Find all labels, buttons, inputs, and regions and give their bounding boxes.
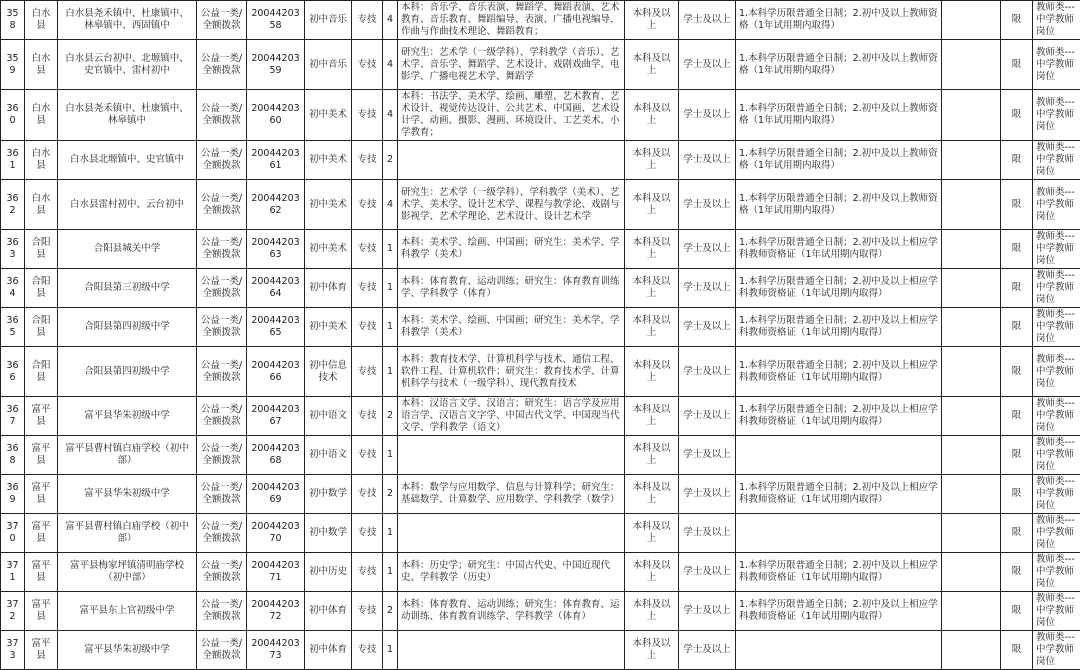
degree-cell: 学士及以上 xyxy=(679,90,736,141)
headcount-cell: 1 xyxy=(383,347,398,397)
category-cell: 公益一类/全额拨款 xyxy=(197,230,247,269)
blank-cell xyxy=(942,553,1001,592)
headcount-cell: 1 xyxy=(383,436,398,475)
post-type-cell: 专技 xyxy=(352,269,383,308)
major-cell: 本科：体育教育、运动训练；研究生：体育教育训练学、学科教学（体育） xyxy=(398,269,625,308)
headcount-cell: 1 xyxy=(383,514,398,553)
table-row xyxy=(1,40,1080,90)
position-code-cell: 2004420366 xyxy=(247,347,305,397)
post-name-cell: 初中语文 xyxy=(305,436,352,475)
county-cell: 合阳县 xyxy=(25,308,58,347)
school-cell: 白水县尧禾镇中、杜康镇中、林皋镇中 xyxy=(58,90,197,141)
other-requirements-cell xyxy=(736,436,942,475)
county-cell: 富平县 xyxy=(25,553,58,592)
row-number: 361 xyxy=(1,141,25,180)
job-category-cell: 教师类---中学教师岗位 xyxy=(1033,90,1080,141)
blank-cell xyxy=(942,40,1001,90)
job-category-cell: 教师类---中学教师岗位 xyxy=(1033,592,1080,631)
table-row xyxy=(1,141,1080,180)
table-row xyxy=(1,592,1080,631)
category-cell: 公益一类/全额拨款 xyxy=(197,141,247,180)
position-code-cell: 2004420372 xyxy=(247,592,305,631)
headcount-cell: 1 xyxy=(383,308,398,347)
degree-cell: 学士及以上 xyxy=(679,553,736,592)
major-cell: 本科：体育教育、运动训练；研究生：体育教育、运动训练、体育教育训练学、学科教学（体育） xyxy=(398,592,625,631)
degree-cell: 学士及以上 xyxy=(679,40,736,90)
school-cell: 富平县华朱初级中学 xyxy=(58,475,197,514)
education-cell: 本科及以上 xyxy=(625,230,679,269)
post-type-cell: 专技 xyxy=(352,230,383,269)
blank-cell xyxy=(942,436,1001,475)
limit-cell: 限 xyxy=(1001,553,1033,592)
post-name-cell: 初中美术 xyxy=(305,180,352,230)
table-row xyxy=(1,308,1080,347)
row-number: 370 xyxy=(1,514,25,553)
school-cell: 富平县曹村镇白庙学校（初中部） xyxy=(58,436,197,475)
degree-cell: 学士及以上 xyxy=(679,436,736,475)
table-row xyxy=(1,230,1080,269)
limit-cell: 限 xyxy=(1001,514,1033,553)
category-cell: 公益一类/全额拨款 xyxy=(197,90,247,141)
category-cell: 公益一类/全额拨款 xyxy=(197,475,247,514)
post-type-cell: 专技 xyxy=(352,180,383,230)
school-cell: 合阳县第四初级中学 xyxy=(58,308,197,347)
post-type-cell: 专技 xyxy=(352,514,383,553)
blank-cell xyxy=(942,592,1001,631)
education-cell: 本科及以上 xyxy=(625,90,679,141)
category-cell: 公益一类/全额拨款 xyxy=(197,269,247,308)
headcount-cell: 1 xyxy=(383,269,398,308)
row-number: 367 xyxy=(1,397,25,436)
category-cell: 公益一类/全额拨款 xyxy=(197,592,247,631)
post-name-cell: 初中美术 xyxy=(305,308,352,347)
education-cell: 本科及以上 xyxy=(625,40,679,90)
school-cell: 白水县云台初中、北塬镇中、史官镇中、雷村初中 xyxy=(58,40,197,90)
limit-cell: 限 xyxy=(1001,180,1033,230)
table-row xyxy=(1,180,1080,230)
blank-cell xyxy=(942,397,1001,436)
degree-cell: 学士及以上 xyxy=(679,475,736,514)
other-requirements-cell: 1.本科学历限普通全日制；2.初中及以上教师资格（1年试用期内取得） xyxy=(736,1,942,40)
headcount-cell: 4 xyxy=(383,1,398,40)
job-category-cell: 教师类---中学教师岗位 xyxy=(1033,347,1080,397)
major-cell: 本科：书法学、美术学、绘画、雕塑、艺术教育、艺术设计、视觉传达设计、公共艺术、中国画、艺术设计学、动画、摄影、漫画、环境设计、工艺美术、小学教育； xyxy=(398,90,625,141)
major-cell xyxy=(398,631,625,670)
limit-cell: 限 xyxy=(1001,40,1033,90)
post-name-cell: 初中数学 xyxy=(305,514,352,553)
position-code-cell: 2004420364 xyxy=(247,269,305,308)
position-code-cell: 2004420361 xyxy=(247,141,305,180)
major-cell xyxy=(398,436,625,475)
category-cell: 公益一类/全额拨款 xyxy=(197,436,247,475)
degree-cell: 学士及以上 xyxy=(679,592,736,631)
position-code-cell: 2004420363 xyxy=(247,230,305,269)
limit-cell: 限 xyxy=(1001,90,1033,141)
post-name-cell: 初中数学 xyxy=(305,475,352,514)
other-requirements-cell: 1.本科学历限普通全日制；2.初中及以上教师资格（1年试用期内取得） xyxy=(736,180,942,230)
school-cell: 富平县华朱初级中学 xyxy=(58,631,197,670)
headcount-cell: 1 xyxy=(383,631,398,670)
table-row xyxy=(1,1,1080,40)
headcount-cell: 4 xyxy=(383,90,398,141)
job-category-cell: 教师类---中学教师岗位 xyxy=(1033,436,1080,475)
category-cell: 公益一类/全额拨款 xyxy=(197,514,247,553)
post-name-cell: 初中美术 xyxy=(305,141,352,180)
table-row xyxy=(1,631,1080,670)
table-row xyxy=(1,90,1080,141)
county-cell: 富平县 xyxy=(25,397,58,436)
limit-cell: 限 xyxy=(1001,269,1033,308)
post-name-cell: 初中语文 xyxy=(305,397,352,436)
limit-cell: 限 xyxy=(1001,308,1033,347)
category-cell: 公益一类/全额拨款 xyxy=(197,347,247,397)
job-category-cell: 教师类---中学教师岗位 xyxy=(1033,230,1080,269)
category-cell: 公益一类/全额拨款 xyxy=(197,180,247,230)
other-requirements-cell xyxy=(736,514,942,553)
limit-cell: 限 xyxy=(1001,397,1033,436)
education-cell: 本科及以上 xyxy=(625,514,679,553)
row-number: 368 xyxy=(1,436,25,475)
major-cell: 本科：汉语言文学、汉语言；研究生：语言学及应用语言学、汉语言文字学、中国古代文学、中国现当代文学、学科教学（语文） xyxy=(398,397,625,436)
education-cell: 本科及以上 xyxy=(625,631,679,670)
major-cell xyxy=(398,141,625,180)
headcount-cell: 2 xyxy=(383,475,398,514)
table-row xyxy=(1,397,1080,436)
school-cell: 白水县尧禾镇中、杜康镇中、林皋镇中、西固镇中 xyxy=(58,1,197,40)
headcount-cell: 1 xyxy=(383,553,398,592)
headcount-cell: 4 xyxy=(383,40,398,90)
major-cell: 本科：美术学、绘画、中国画；研究生：美术学、学科教学（美术） xyxy=(398,230,625,269)
degree-cell: 学士及以上 xyxy=(679,631,736,670)
school-cell: 合阳县第三初级中学 xyxy=(58,269,197,308)
degree-cell: 学士及以上 xyxy=(679,230,736,269)
row-number: 362 xyxy=(1,180,25,230)
county-cell: 合阳县 xyxy=(25,269,58,308)
category-cell: 公益一类/全额拨款 xyxy=(197,308,247,347)
position-code-cell: 2004420369 xyxy=(247,475,305,514)
table-row xyxy=(1,475,1080,514)
row-number: 366 xyxy=(1,347,25,397)
position-code-cell: 2004420358 xyxy=(247,1,305,40)
blank-cell xyxy=(942,631,1001,670)
post-name-cell: 初中美术 xyxy=(305,230,352,269)
job-category-cell: 教师类---中学教师岗位 xyxy=(1033,141,1080,180)
headcount-cell: 1 xyxy=(383,230,398,269)
post-type-cell: 专技 xyxy=(352,1,383,40)
major-cell: 研究生：艺术学（一级学科）、学科教学（音乐）、艺术学、音乐学、舞蹈学、艺术设计、戏剧戏曲学、电影学、广播电视艺术学、舞蹈学 xyxy=(398,40,625,90)
school-cell: 富平县华朱初级中学 xyxy=(58,397,197,436)
row-number: 371 xyxy=(1,553,25,592)
major-cell: 本科：教育技术学、计算机科学与技术、通信工程、软件工程、计算机软件；研究生：教育技术学、计算机科学与技术（一级学科）、现代教育技术 xyxy=(398,347,625,397)
major-cell: 本科：音乐学、音乐表演、舞蹈学、舞蹈表演、艺术教育、音乐教育、舞蹈编导、表演、广播电视编导、作曲与作曲技术理论、舞蹈教育； xyxy=(398,1,625,40)
post-type-cell: 专技 xyxy=(352,308,383,347)
blank-cell xyxy=(942,1,1001,40)
limit-cell: 限 xyxy=(1001,347,1033,397)
other-requirements-cell: 1.本科学历限普通全日制；2.初中及以上相应学科教师资格证（1年试用期内取得） xyxy=(736,553,942,592)
post-name-cell: 初中美术 xyxy=(305,90,352,141)
post-type-cell: 专技 xyxy=(352,397,383,436)
job-category-cell: 教师类---中学教师岗位 xyxy=(1033,631,1080,670)
school-cell: 白水县雷村初中、云台初中 xyxy=(58,180,197,230)
education-cell: 本科及以上 xyxy=(625,347,679,397)
category-cell: 公益一类/全额拨款 xyxy=(197,553,247,592)
school-cell: 富平县梅家坪镇清明庙学校（初中部） xyxy=(58,553,197,592)
county-cell: 白水县 xyxy=(25,180,58,230)
headcount-cell: 2 xyxy=(383,141,398,180)
other-requirements-cell: 1.本科学历限普通全日制；2.初中及以上相应学科教师资格证（1年试用期内取得） xyxy=(736,230,942,269)
blank-cell xyxy=(942,90,1001,141)
blank-cell xyxy=(942,475,1001,514)
other-requirements-cell: 1.本科学历限普通全日制；2.初中及以上教师资格（1年试用期内取得） xyxy=(736,141,942,180)
county-cell: 合阳县 xyxy=(25,347,58,397)
post-type-cell: 专技 xyxy=(352,592,383,631)
major-cell: 研究生：艺术学（一级学科）、学科教学（美术）、艺术学、美术学、设计艺术学、课程与教学论、戏剧与影视学、艺术学理论、艺术设计、设计艺术学 xyxy=(398,180,625,230)
post-type-cell: 专技 xyxy=(352,475,383,514)
blank-cell xyxy=(942,308,1001,347)
position-code-cell: 2004420365 xyxy=(247,308,305,347)
school-cell: 富平县东上官初级中学 xyxy=(58,592,197,631)
blank-cell xyxy=(942,269,1001,308)
county-cell: 白水县 xyxy=(25,40,58,90)
job-category-cell: 教师类---中学教师岗位 xyxy=(1033,180,1080,230)
post-name-cell: 初中历史 xyxy=(305,553,352,592)
degree-cell: 学士及以上 xyxy=(679,180,736,230)
position-code-cell: 2004420362 xyxy=(247,180,305,230)
row-number: 372 xyxy=(1,592,25,631)
other-requirements-cell: 1.本科学历限普通全日制；2.初中及以上教师资格（1年试用期内取得） xyxy=(736,40,942,90)
county-cell: 富平县 xyxy=(25,592,58,631)
education-cell: 本科及以上 xyxy=(625,308,679,347)
category-cell: 公益一类/全额拨款 xyxy=(197,40,247,90)
limit-cell: 限 xyxy=(1001,631,1033,670)
school-cell: 合阳县城关中学 xyxy=(58,230,197,269)
other-requirements-cell: 1.本科学历限普通全日制；2.初中及以上相应学科教师资格证（1年试用期内取得） xyxy=(736,308,942,347)
education-cell: 本科及以上 xyxy=(625,592,679,631)
row-number: 364 xyxy=(1,269,25,308)
position-code-cell: 2004420371 xyxy=(247,553,305,592)
row-number: 369 xyxy=(1,475,25,514)
other-requirements-cell: 1.本科学历限普通全日制；2.初中及以上相应学科教师资格证（1年试用期内取得） xyxy=(736,347,942,397)
degree-cell: 学士及以上 xyxy=(679,269,736,308)
post-name-cell: 初中体育 xyxy=(305,631,352,670)
post-type-cell: 专技 xyxy=(352,90,383,141)
education-cell: 本科及以上 xyxy=(625,553,679,592)
limit-cell: 限 xyxy=(1001,475,1033,514)
education-cell: 本科及以上 xyxy=(625,475,679,514)
job-category-cell: 教师类---中学教师岗位 xyxy=(1033,269,1080,308)
degree-cell: 学士及以上 xyxy=(679,347,736,397)
row-number: 373 xyxy=(1,631,25,670)
major-cell xyxy=(398,514,625,553)
other-requirements-cell: 1.本科学历限普通全日制；2.初中及以上相应学科教师资格证（1年试用期内取得） xyxy=(736,269,942,308)
table-row xyxy=(1,553,1080,592)
blank-cell xyxy=(942,230,1001,269)
job-category-cell: 教师类---中学教师岗位 xyxy=(1033,475,1080,514)
post-name-cell: 初中体育 xyxy=(305,592,352,631)
row-number: 360 xyxy=(1,90,25,141)
limit-cell: 限 xyxy=(1001,592,1033,631)
other-requirements-cell: 1.本科学历限普通全日制；2.初中及以上教师资格（1年试用期内取得） xyxy=(736,90,942,141)
other-requirements-cell: 1.本科学历限普通全日制；2.初中及以上相应学科教师资格证（1年试用期内取得） xyxy=(736,475,942,514)
post-name-cell: 初中信息技术 xyxy=(305,347,352,397)
row-number: 358 xyxy=(1,1,25,40)
school-cell: 白水县北塬镇中、史官镇中 xyxy=(58,141,197,180)
limit-cell: 限 xyxy=(1001,141,1033,180)
other-requirements-cell: 1.本科学历限普通全日制；2.初中及以上相应学科教师资格证（1年试用期内取得） xyxy=(736,397,942,436)
county-cell: 白水县 xyxy=(25,90,58,141)
limit-cell: 限 xyxy=(1001,230,1033,269)
county-cell: 合阳县 xyxy=(25,230,58,269)
degree-cell: 学士及以上 xyxy=(679,514,736,553)
degree-cell: 学士及以上 xyxy=(679,397,736,436)
job-category-cell: 教师类---中学教师岗位 xyxy=(1033,397,1080,436)
education-cell: 本科及以上 xyxy=(625,269,679,308)
headcount-cell: 2 xyxy=(383,397,398,436)
major-cell: 本科：数学与应用数学、信息与计算科学；研究生：基础数学、计算数学、应用数学、学科教学（数学） xyxy=(398,475,625,514)
headcount-cell: 4 xyxy=(383,180,398,230)
row-number: 365 xyxy=(1,308,25,347)
job-category-cell: 教师类---中学教师岗位 xyxy=(1033,308,1080,347)
degree-cell: 学士及以上 xyxy=(679,308,736,347)
job-category-cell: 教师类---中学教师岗位 xyxy=(1033,514,1080,553)
county-cell: 富平县 xyxy=(25,631,58,670)
post-type-cell: 专技 xyxy=(352,347,383,397)
education-cell: 本科及以上 xyxy=(625,436,679,475)
blank-cell xyxy=(942,141,1001,180)
major-cell: 本科：美术学、绘画、中国画；研究生：美术学、学科教学（美术） xyxy=(398,308,625,347)
table-row xyxy=(1,269,1080,308)
post-type-cell: 专技 xyxy=(352,141,383,180)
category-cell: 公益一类/全额拨款 xyxy=(197,397,247,436)
degree-cell: 学士及以上 xyxy=(679,1,736,40)
position-code-cell: 2004420360 xyxy=(247,90,305,141)
blank-cell xyxy=(942,347,1001,397)
category-cell: 公益一类/全额拨款 xyxy=(197,1,247,40)
major-cell: 本科：历史学；研究生：中国古代史、中国近现代史、学科教学（历史） xyxy=(398,553,625,592)
position-code-cell: 2004420359 xyxy=(247,40,305,90)
county-cell: 富平县 xyxy=(25,436,58,475)
blank-cell xyxy=(942,514,1001,553)
table-row xyxy=(1,347,1080,397)
blank-cell xyxy=(942,180,1001,230)
education-cell: 本科及以上 xyxy=(625,180,679,230)
education-cell: 本科及以上 xyxy=(625,397,679,436)
education-cell: 本科及以上 xyxy=(625,141,679,180)
position-code-cell: 2004420373 xyxy=(247,631,305,670)
table-row xyxy=(1,514,1080,553)
other-requirements-cell: 1.本科学历限普通全日制；2.初中及以上相应学科教师资格证（1年试用期内取得） xyxy=(736,592,942,631)
post-name-cell: 初中音乐 xyxy=(305,40,352,90)
category-cell: 公益一类/全额拨款 xyxy=(197,631,247,670)
position-code-cell: 2004420367 xyxy=(247,397,305,436)
job-category-cell: 教师类---中学教师岗位 xyxy=(1033,553,1080,592)
post-name-cell: 初中音乐 xyxy=(305,1,352,40)
position-code-cell: 2004420370 xyxy=(247,514,305,553)
school-cell: 合阳县第四初级中学 xyxy=(58,347,197,397)
education-cell: 本科及以上 xyxy=(625,1,679,40)
county-cell: 白水县 xyxy=(25,141,58,180)
degree-cell: 学士及以上 xyxy=(679,141,736,180)
county-cell: 富平县 xyxy=(25,475,58,514)
headcount-cell: 2 xyxy=(383,592,398,631)
post-type-cell: 专技 xyxy=(352,40,383,90)
row-number: 363 xyxy=(1,230,25,269)
row-number: 359 xyxy=(1,40,25,90)
job-category-cell: 教师类---中学教师岗位 xyxy=(1033,40,1080,90)
position-code-cell: 2004420368 xyxy=(247,436,305,475)
post-type-cell: 专技 xyxy=(352,553,383,592)
post-type-cell: 专技 xyxy=(352,631,383,670)
post-name-cell: 初中体育 xyxy=(305,269,352,308)
job-category-cell: 教师类---中学教师岗位 xyxy=(1033,1,1080,40)
limit-cell: 限 xyxy=(1001,436,1033,475)
other-requirements-cell xyxy=(736,631,942,670)
county-cell: 白水县 xyxy=(25,1,58,40)
county-cell: 富平县 xyxy=(25,514,58,553)
post-type-cell: 专技 xyxy=(352,436,383,475)
limit-cell: 限 xyxy=(1001,1,1033,40)
table-row xyxy=(1,436,1080,475)
school-cell: 富平县曹村镇白庙学校（初中部） xyxy=(58,514,197,553)
